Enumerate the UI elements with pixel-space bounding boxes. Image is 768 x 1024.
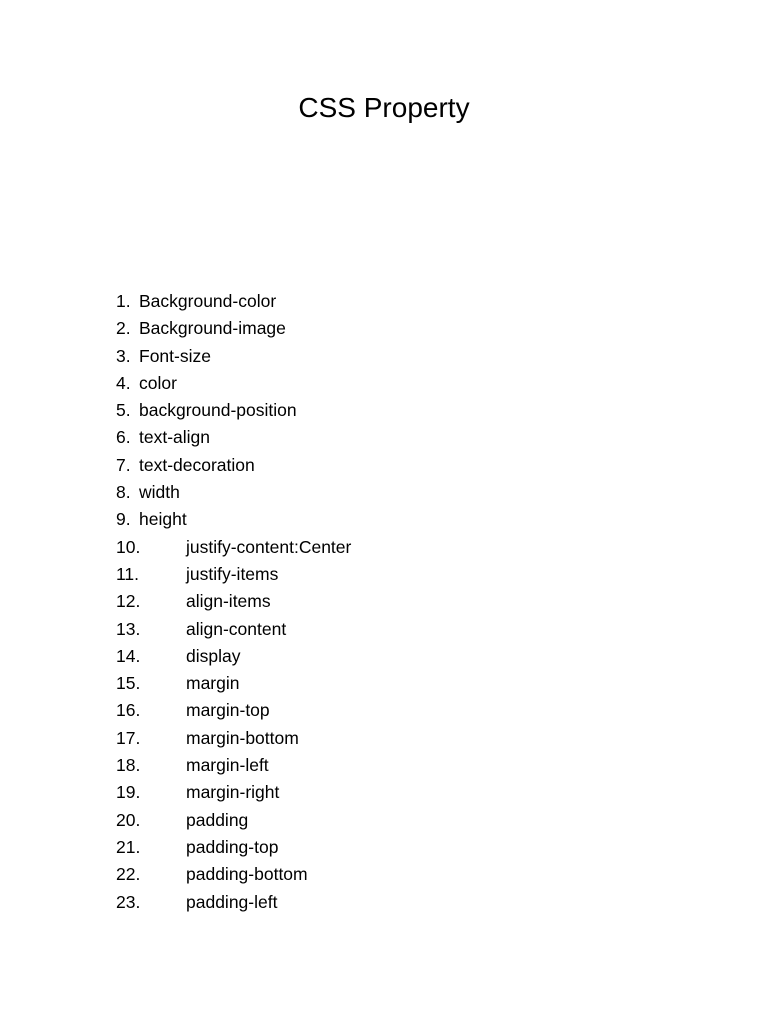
list-item-number: 15. [116, 673, 141, 694]
list-item-text: padding [186, 809, 249, 830]
list-item-text: justify-items [186, 563, 279, 584]
list-item-text: margin-top [186, 700, 270, 721]
list-item-number: 14. [116, 645, 141, 666]
list-item-number: 19. [116, 782, 141, 803]
list-item [0, 424, 768, 451]
list-item-number: 7. [116, 454, 131, 475]
list-item-number: 8. [116, 482, 131, 503]
list-item-text: margin-right [186, 782, 280, 803]
list-item-number: 5. [116, 400, 131, 421]
list-item-text: text-decoration [139, 454, 255, 475]
list-item [0, 561, 768, 588]
list-item [0, 779, 768, 806]
list-item-text: background-position [139, 400, 297, 421]
list-item-text: padding-left [186, 891, 278, 912]
list-item [0, 315, 768, 342]
list-item [0, 343, 768, 370]
list-item-text: Background-image [139, 318, 286, 339]
list-item-text: margin-bottom [186, 727, 299, 748]
list-item [0, 534, 768, 561]
list-item-number: 22. [116, 864, 141, 885]
list-item-number: 3. [116, 345, 131, 366]
list-item [0, 616, 768, 643]
document-title: CSS Property [298, 92, 470, 123]
list-item [0, 861, 768, 888]
list-item-number: 21. [116, 836, 141, 857]
list-item-number: 13. [116, 618, 141, 639]
list-item [0, 889, 768, 916]
list-item [0, 643, 768, 670]
list-item [0, 452, 768, 479]
list-item-number: 18. [116, 755, 141, 776]
list-item-text: align-content [186, 618, 287, 639]
list-item [0, 697, 768, 724]
list-item-number: 11. [116, 563, 140, 584]
list-item-text: color [139, 372, 177, 393]
list-item-text: display [186, 645, 241, 666]
list-item-number: 4. [116, 372, 131, 393]
list-item [0, 479, 768, 506]
list-item-number: 10. [116, 536, 141, 557]
list-item-number: 16. [116, 700, 141, 721]
list-item [0, 397, 768, 424]
list-item [0, 725, 768, 752]
list-item [0, 752, 768, 779]
list-item [0, 288, 768, 315]
list-item-text: margin [186, 673, 240, 694]
list-item-text: text-align [139, 427, 211, 448]
list-item-text: justify-content:Center [186, 536, 352, 557]
list-item-number: 2. [116, 318, 131, 339]
list-item-text: padding-top [186, 836, 279, 857]
list-item [0, 588, 768, 615]
list-item-text: height [139, 509, 187, 530]
list-item-number: 9. [116, 509, 131, 530]
list-item-text: Font-size [139, 345, 211, 366]
list-item-number: 12. [116, 591, 141, 612]
list-item-text: align-items [186, 591, 271, 612]
list-item-text: Background-color [139, 291, 277, 311]
list-item-text: width [139, 482, 180, 503]
list-item [0, 370, 768, 397]
list-item [0, 807, 768, 834]
list-item-number: 1. [116, 291, 131, 311]
list-item-text: padding-bottom [186, 864, 308, 885]
list-item-number: 20. [116, 809, 141, 830]
list-item [0, 670, 768, 697]
list-item-text: margin-left [186, 755, 269, 776]
list-item [0, 506, 768, 533]
list-item-number: 6. [116, 427, 131, 448]
list-item-number: 23. [116, 891, 141, 912]
list-item-number: 17. [116, 727, 141, 748]
list-item [0, 834, 768, 861]
property-list [0, 288, 768, 916]
